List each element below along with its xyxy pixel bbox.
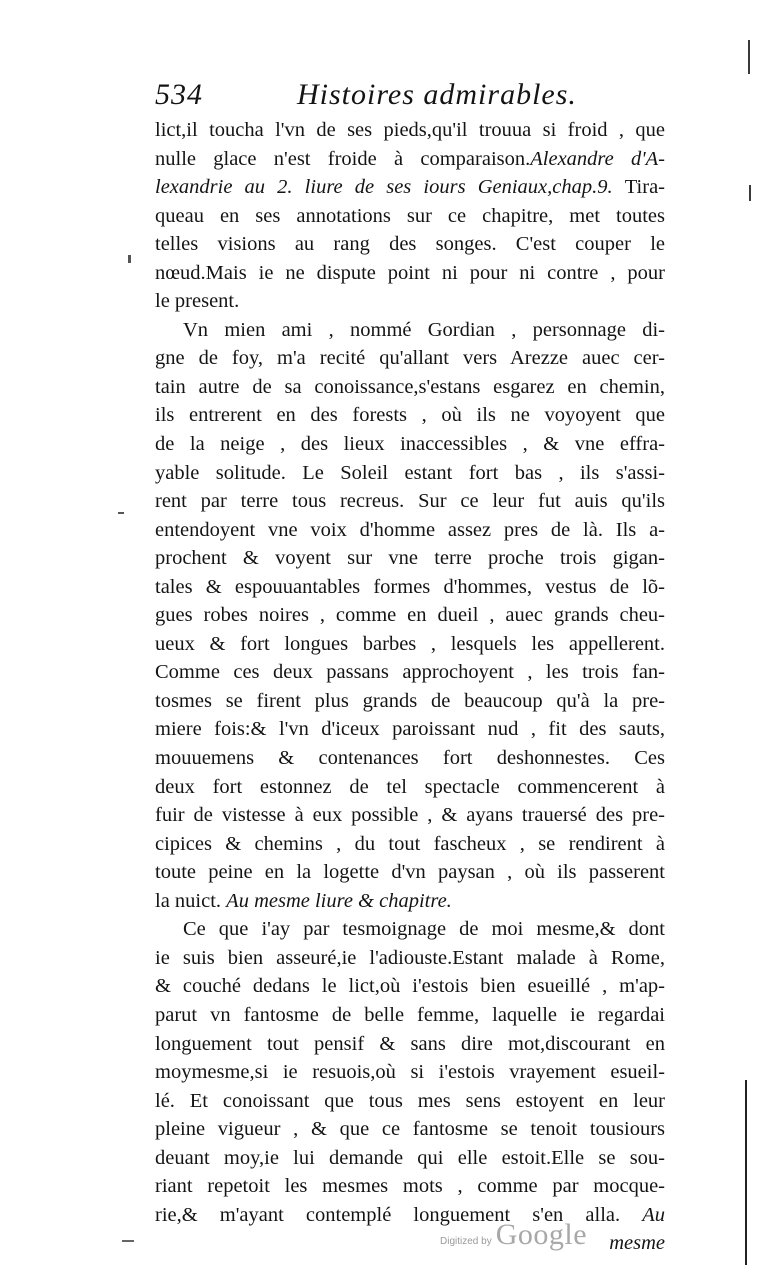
- text-line: [155, 373, 665, 402]
- body-text-segment: prochent & voyent sur vne terre proche trois gigan-: [155, 547, 665, 570]
- text-line: [155, 601, 665, 630]
- text-line: [155, 116, 665, 145]
- body-text-segment: Ce que i'ay par tesmoignage de moi mesme,& dont: [183, 918, 665, 941]
- text-line: [155, 287, 665, 316]
- body-text-segment: longuement tout pensif & sans dire mot,discourant en: [155, 1032, 665, 1055]
- text-line: [155, 401, 665, 430]
- body-text-segment: lé. Et conoissant que tous mes sens estoyent en leur: [155, 1089, 665, 1112]
- text-line: [155, 230, 665, 259]
- body-text-segment: rent par terre tous recreus. Sur ce leur fut auis qu'ils: [155, 490, 665, 513]
- body-text-segment: ueux & fort longues barbes , lesquels les appellerent.: [155, 632, 665, 655]
- body-text-segment: pleine vigueur , & que ce fantosme se tenoit tousiours: [155, 1118, 665, 1141]
- citation-text: lexandrie au 2. liure de ses iours Geniaux,chap.9.: [155, 176, 625, 199]
- text-line: [155, 630, 665, 659]
- text-line: [155, 344, 665, 373]
- body-text-segment: ils entrerent en des forests , où ils ne voyoyent que: [155, 404, 665, 427]
- text-line: [155, 259, 665, 288]
- scan-speck: [118, 512, 124, 514]
- body-text-segment: miere fois:& l'vn d'iceux paroissant nud , fit des sauts,: [155, 718, 665, 741]
- body-text-segment: tosmes se firent plus grands de beaucoup qu'à la pre-: [155, 689, 665, 712]
- text-line: [155, 459, 665, 488]
- text-line: [155, 516, 665, 545]
- body-text-segment: rie,& m'ayant contemplé longuement s'en alla.: [155, 1203, 643, 1226]
- text-line: [155, 544, 665, 573]
- text-line: [155, 1030, 665, 1059]
- text-line: [155, 972, 665, 1001]
- scan-edge-mark: [745, 1080, 747, 1265]
- scan-speck: [128, 255, 131, 263]
- text-line: [155, 744, 665, 773]
- body-text-segment: telles visions au rang des songes. C'est couper le: [155, 233, 665, 256]
- text-line: [155, 1201, 665, 1230]
- citation-text: Alexandre d'A-: [530, 147, 665, 170]
- text-line: [155, 944, 665, 973]
- text-line: [155, 915, 665, 944]
- body-text-segment: parut vn fantosme de belle femme, laquelle ie regardai: [155, 1003, 665, 1026]
- text-line: [155, 830, 665, 859]
- body-text-segment: cipices & chemins , du tout fascheux , se rendirent à: [155, 832, 665, 855]
- body-text-segment: & couché dedans le lict,où i'estois bien esueillé , m'ap-: [155, 975, 665, 998]
- body-text-segment: gne de foy, m'a recité qu'allant vers Arezze auec cer-: [155, 347, 665, 370]
- text-line: [155, 1001, 665, 1030]
- catchword: mesme: [609, 1232, 665, 1255]
- body-text-segment: deuant moy,ie lui demande qui elle estoit.Elle se sou-: [155, 1146, 665, 1169]
- body-text-segment: queau en ses annotations sur ce chapitre, met toutes: [155, 204, 665, 227]
- text-line: [155, 801, 665, 830]
- body-text-segment: de la neige , des lieux inaccessibles , & vne effra-: [155, 433, 665, 456]
- text-line: [155, 1087, 665, 1116]
- page-number: 534: [155, 78, 203, 111]
- text-line: [155, 145, 665, 174]
- text-line: [155, 1144, 665, 1173]
- body-text-segment: Comme ces deux passans approchoyent , les trois fan-: [155, 661, 665, 684]
- citation-text: Au mesme liure & chapitre.: [226, 889, 452, 912]
- text-line: [155, 687, 665, 716]
- text-line: [155, 1115, 665, 1144]
- running-title: Histoires admirables.: [297, 78, 577, 111]
- body-text-segment: ie suis bien asseuré,ie l'adiouste.Estant malade à Rome,: [155, 946, 665, 969]
- scan-edge-mark: [748, 40, 750, 74]
- text-line: [155, 1058, 665, 1087]
- body-text-segment: entendoyent vne voix d'homme assez pres de là. Ils a-: [155, 518, 665, 541]
- body-text-segment: riant repetoit les mesmes mots , comme par mocque-: [155, 1175, 665, 1198]
- text-line: [155, 858, 665, 887]
- page-header: [155, 78, 675, 118]
- body-text-segment: tales & espouuantables formes d'hommes, vestus de lõ-: [155, 575, 665, 598]
- citation-text: Au: [642, 1203, 665, 1226]
- text-line: [155, 202, 665, 231]
- body-text-segment: mouuemens & contenances fort deshonnestes. Ces: [155, 747, 665, 770]
- catchword-line: [155, 1229, 665, 1258]
- body-text-segment: gues robes noires , comme en dueil , auec grands cheu-: [155, 604, 665, 627]
- body-text-segment: nulle glace n'est froide à comparaison.: [155, 147, 531, 170]
- scan-speck: [122, 1240, 134, 1242]
- body-text-segment: lict,il toucha l'vn de ses pieds,qu'il trouua si froid , que: [155, 119, 665, 141]
- watermark-prefix: Digitized by: [440, 1236, 492, 1247]
- body-text-segment: deux fort estonnez de tel spectacle commencerent à: [155, 775, 665, 798]
- text-line: [155, 887, 665, 916]
- body-text-segment: yable solitude. Le Soleil estant fort bas , ils s'assi-: [155, 461, 665, 484]
- text-line: [155, 1172, 665, 1201]
- scan-edge-mark: [749, 185, 751, 201]
- text-line: [155, 430, 665, 459]
- google-logo: Google: [495, 1218, 588, 1251]
- text-line: [155, 658, 665, 687]
- body-text: [155, 116, 665, 1258]
- body-text-segment: nœud.Mais ie ne dispute point ni pour ni contre , pour: [155, 261, 665, 284]
- text-line: [155, 487, 665, 516]
- body-text-segment: la nuict.: [155, 889, 227, 912]
- text-line: [155, 773, 665, 802]
- text-line: [155, 316, 665, 345]
- body-text-segment: toute peine en la logette d'vn paysan , où ils passerent: [155, 861, 665, 884]
- body-text-segment: Tira-: [624, 176, 665, 199]
- text-line: [155, 715, 665, 744]
- body-text-segment: moymesme,si ie resuois,où si i'estois vrayement esueil-: [155, 1061, 665, 1084]
- text-line: [155, 173, 665, 202]
- digitization-watermark: [440, 1218, 587, 1258]
- body-text-segment: Vn mien ami , nommé Gordian , personnage di-: [183, 318, 665, 341]
- body-text-segment: tain autre de sa conoissance,s'estans esgarez en chemin,: [155, 375, 665, 398]
- body-text-segment: le present.: [155, 290, 240, 313]
- body-text-segment: fuir de vistesse à eux possible , & ayans trauersé des pre-: [155, 804, 665, 827]
- text-line: [155, 573, 665, 602]
